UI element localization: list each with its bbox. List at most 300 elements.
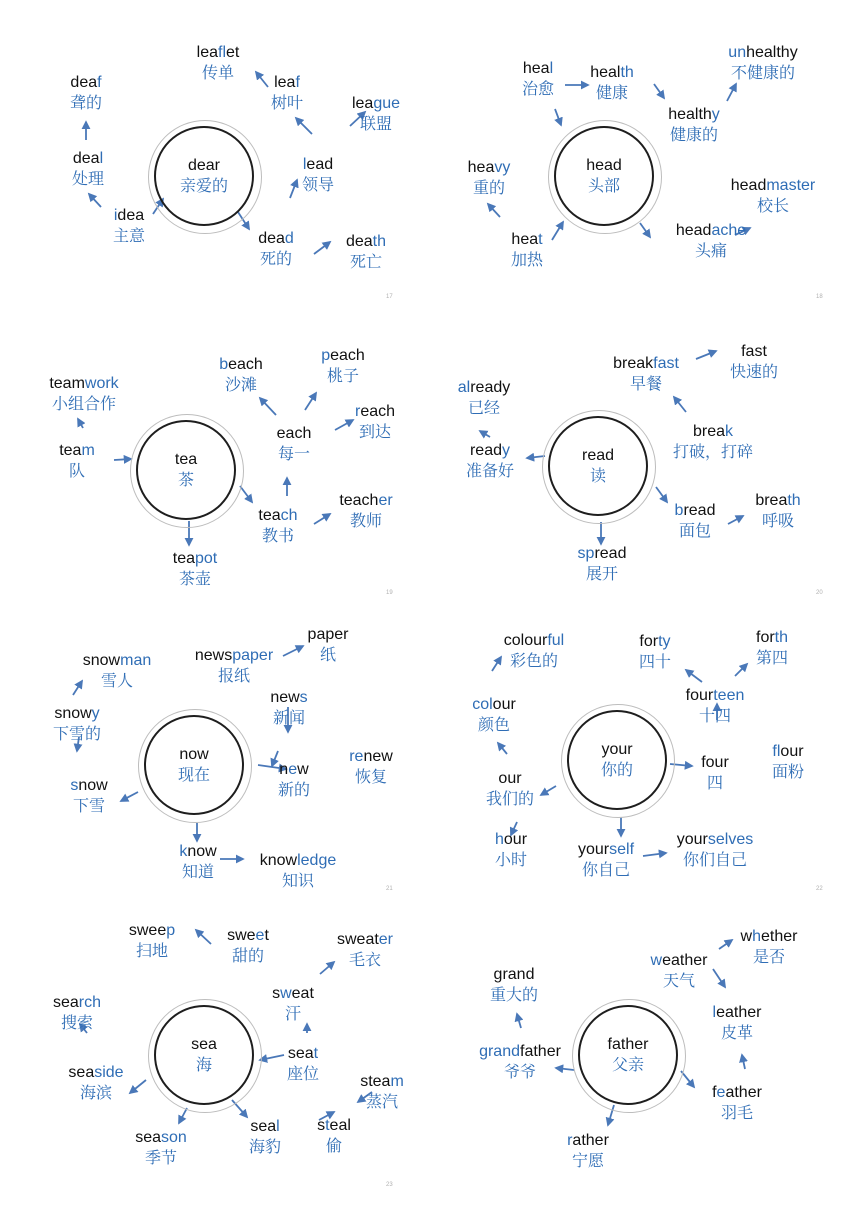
word-prefix: snow [82,652,121,669]
word-node [270,687,307,729]
word-highlight: s [70,777,79,794]
word-highlight: pot [195,550,218,567]
word-suffix: ready [470,379,511,396]
word-highlight: ch [280,507,298,524]
center-word-chinese: 读 [589,468,606,485]
center-word [542,445,654,487]
center-word-english: tea [174,451,198,468]
word-suffix: each [228,356,263,373]
word-prefix: hea [522,60,550,77]
word-prefix: brea [755,492,788,509]
word-prefix: news [194,647,233,664]
word-chinese: 海滨 [79,1085,112,1102]
center-word-english: father [607,1036,649,1053]
word-highlight: th [372,233,387,250]
word-highlight: r [567,1132,573,1149]
word-node [308,624,349,666]
word-chinese: 搜索 [60,1015,93,1032]
word-english [522,58,554,79]
word-node [135,1127,187,1169]
arrow [130,1080,146,1093]
word-suffix: each [360,403,396,420]
word-chinese: 偷 [325,1138,342,1155]
word-prefix: lea [351,95,374,112]
word-highlight: vy [494,159,511,176]
word-chinese: 领导 [301,177,335,194]
word-highlight: fl [772,743,781,760]
word-node [668,104,720,146]
word-english [70,775,107,796]
word-node [675,500,716,542]
word-prefix: team [49,375,85,392]
arrow [696,351,716,359]
word-suffix: each [330,347,365,364]
word-prefix: tea [59,442,82,459]
center-word [138,744,250,786]
center-word-chinese: 海 [195,1057,212,1074]
word-highlight: f [97,74,102,91]
word-prefix: grand [493,966,535,983]
word-prefix: know [259,852,298,869]
word-prefix: dea [345,233,373,250]
word-chinese: 是否 [752,949,785,966]
arrow [283,646,303,656]
word-english [53,703,101,724]
word-prefix: heal [590,64,621,81]
word-chinese: 四 [706,775,724,792]
word-prefix: hea [467,159,495,176]
word-node [271,72,303,114]
word-chinese: 校长 [756,198,789,215]
word-chinese: 第四 [755,650,789,667]
word-node [72,148,104,190]
word-suffix: now [78,777,108,794]
word-suffix: eal [329,1117,351,1134]
word-chinese: 新的 [277,782,311,799]
word-chinese: 彩色的 [509,653,559,670]
word-prefix: w [740,928,753,945]
word-english [677,829,753,850]
word-web-panel-7 [0,888,430,1188]
word-highlight: re [349,748,364,765]
word-english [49,373,118,394]
word-english [479,1041,561,1062]
word-node [458,377,510,419]
word-chinese: 你自己 [581,862,630,879]
word-node [339,490,392,532]
word-highlight: l [302,156,307,173]
arrow [179,1108,187,1123]
arrow [552,222,563,240]
word-english [466,440,514,461]
word-english [258,505,297,526]
center-word-chinese: 你的 [600,762,633,779]
center-word-english: head [586,157,622,174]
word-suffix: ather [572,1132,609,1149]
word-prefix: stea [360,1073,391,1090]
word-highlight: al [457,379,471,396]
word-highlight: gue [373,95,401,112]
word-node [70,72,102,114]
word-prefix: sea [68,1064,95,1081]
word-chinese: 颜色 [477,717,511,734]
word-chinese: 面包 [678,523,711,540]
arrow [480,431,490,437]
word-chinese: 每一 [277,446,311,463]
word-prefix: sweat [336,931,379,948]
word-highlight: w [650,952,663,969]
arrow [260,398,276,415]
word-english [278,759,310,780]
word-node [590,62,634,104]
word-chinese: 十四 [698,708,731,725]
word-prefix: fast [741,343,767,360]
word-prefix: for [639,633,659,650]
word-chinese: 报纸 [217,668,250,685]
word-highlight: r [354,403,361,420]
word-chinese: 打破，打碎 [672,444,754,461]
page-number: 17 [386,294,393,300]
word-highlight: teen [713,687,745,704]
word-chinese: 健康 [595,85,628,102]
arrow [196,930,211,944]
word-english [755,490,800,511]
arrow [640,223,650,237]
word-node [287,1043,319,1085]
word-chinese: 头痛 [694,243,728,260]
word-chinese: 知道 [181,864,215,881]
word-english [349,746,393,767]
word-english [53,992,101,1013]
word-english [337,929,393,950]
word-highlight: l [549,60,554,77]
word-highlight: master [766,177,816,194]
word-english [578,543,627,564]
word-node [272,983,314,1025]
word-english [135,1127,187,1148]
word-node [578,543,627,585]
word-chinese: 桃子 [326,368,360,385]
arrow [78,419,83,428]
word-chinese: 皮革 [720,1025,753,1042]
word-highlight: son [161,1129,187,1146]
word-chinese: 座位 [286,1066,320,1083]
word-node [70,775,107,817]
arrow [335,420,353,430]
word-english [639,631,671,652]
arrow [305,393,316,410]
word-node [249,1116,281,1158]
arrow [656,487,667,502]
arrow [314,242,330,254]
word-english [578,839,634,860]
page-number: 23 [386,1182,393,1188]
word-highlight: ty [658,633,671,650]
word-node [53,992,101,1034]
word-chinese: 爷爷 [503,1064,536,1081]
word-suffix: our [780,743,804,760]
arrow [121,792,138,801]
arrow [719,940,732,949]
word-highlight: d [284,230,294,247]
word-english [129,920,175,941]
word-chinese: 呼吸 [761,513,794,530]
center-word-english: your [601,741,633,758]
word-english [613,353,679,374]
word-node [613,353,679,395]
word-prefix: tea [172,550,195,567]
word-chinese: 健康的 [669,127,718,144]
word-prefix: your [676,831,708,848]
word-node [504,630,564,672]
arrow [713,969,725,987]
word-chinese: 季节 [144,1150,177,1167]
word-english [676,220,746,241]
word-english [472,694,516,715]
word-node [728,42,797,84]
word-node [337,929,393,971]
word-node [466,440,514,482]
word-english [113,205,145,226]
word-prefix: lea [274,74,296,91]
word-node [712,1082,762,1124]
word-english [360,1071,404,1092]
word-chinese: 扫地 [135,943,169,960]
word-node [258,505,297,547]
word-chinese: 我们的 [485,791,535,808]
word-chinese: 毛衣 [348,952,381,969]
word-english [668,104,720,125]
word-english [197,42,240,63]
word-node [173,548,218,590]
word-node [260,850,337,892]
word-chinese: 死亡 [349,254,383,271]
word-highlight: i [113,207,118,224]
word-prefix: colour [503,632,548,649]
center-word [130,449,242,491]
arrow [728,516,743,524]
word-prefix: our [498,770,522,787]
word-node [490,964,538,1006]
word-highlight: fl [218,44,227,61]
word-node [278,759,310,801]
word-node [755,490,800,532]
word-node [567,1130,609,1172]
word-prefix: dea [258,230,285,247]
word-prefix: four [701,754,729,771]
word-chinese: 重的 [472,180,506,197]
word-node [511,229,543,271]
word-english [355,401,395,422]
word-english [83,650,151,671]
word-prefix: sea [287,1045,314,1062]
word-suffix: ether [761,928,798,945]
word-suffix: w [297,761,309,778]
word-prefix: sea [135,1129,161,1146]
word-highlight: l [712,1004,717,1021]
word-node [639,631,671,673]
word-prefix: f [712,1084,717,1101]
word-prefix: head [675,222,712,239]
word-english [321,345,365,366]
word-prefix: swee [128,922,167,939]
arrow [654,84,664,98]
arrow [686,670,702,682]
word-highlight: e [288,761,298,778]
word-prefix: brea [692,423,726,440]
arrow [492,657,501,671]
word-node [53,703,101,745]
word-node [495,829,527,871]
word-prefix: your [577,841,610,858]
word-highlight: un [728,44,747,61]
word-chinese: 甜的 [231,948,264,965]
word-english [468,157,511,178]
word-highlight: t [325,1117,330,1134]
word-chinese: 面粉 [771,764,805,781]
word-highlight: side [94,1064,124,1081]
word-node [756,627,788,669]
center-word-chinese: 现在 [177,767,210,784]
word-english [70,72,102,93]
word-english [227,925,269,946]
word-highlight: y [502,442,511,459]
word-highlight: m [390,1073,404,1090]
word-chinese: 小时 [494,852,527,869]
word-prefix: snow [54,705,92,722]
word-node [68,1062,123,1104]
word-english [511,229,543,250]
word-node [479,1041,561,1083]
arrow [727,84,736,101]
center-word-english: sea [191,1036,217,1053]
arrow [742,1055,745,1069]
word-english [272,983,314,1004]
word-english [59,440,95,461]
word-node [197,42,240,84]
center-word [148,1034,260,1076]
word-english [271,72,303,93]
arrow [314,514,330,524]
word-highlight: h [752,928,761,945]
word-english [308,624,349,645]
word-node [219,354,263,396]
word-english [651,950,708,971]
word-english [339,490,392,511]
word-prefix: n [279,761,289,778]
page-number: 20 [816,590,823,596]
word-node [113,205,145,247]
word-node [195,645,273,687]
center-word-chinese: 亲爱的 [179,178,228,195]
word-web-panel-5 [0,592,430,892]
word-node [677,829,753,871]
word-prefix: s [272,985,281,1002]
word-prefix: s [317,1117,326,1134]
word-highlight: h [494,831,504,848]
arrow [256,72,268,87]
word-prefix: dea [72,150,100,167]
arrow [320,962,334,974]
word-node [472,694,516,736]
word-suffix: dea [117,207,145,224]
word-node [686,685,745,727]
word-chinese: 下雪的 [52,726,102,743]
arrow [541,786,556,795]
word-web-panel-6 [430,592,860,892]
arrow [114,459,131,460]
word-suffix: father [520,1043,561,1060]
word-chinese: 恢复 [354,769,387,786]
word-node [731,175,816,217]
word-chinese: 四十 [638,654,672,671]
word-chinese: 到达 [358,424,391,441]
word-highlight: f [295,74,300,91]
word-highlight: rch [78,994,102,1011]
word-highlight: self [609,841,635,858]
word-english [756,627,788,648]
word-highlight: ful [547,632,565,649]
word-node [59,440,95,482]
word-english [701,752,729,773]
word-node [651,950,708,992]
word-suffix: eather [716,1004,762,1021]
arrow [674,397,686,412]
word-node [179,841,216,883]
word-node [129,920,175,962]
word-highlight: k [179,843,188,860]
word-suffix: t [264,927,269,944]
word-highlight: col [472,696,493,713]
word-chinese: 不健康的 [730,65,796,82]
word-prefix: new [270,689,300,706]
word-chinese: 教书 [261,528,294,545]
arrow [735,664,747,676]
word-english [741,926,798,947]
word-highlight: e [255,927,265,944]
word-chinese: 雪人 [100,673,134,690]
word-highlight: p [166,922,176,939]
word-highlight: ledge [297,852,337,869]
word-node [701,752,729,794]
word-suffix: now [187,843,217,860]
word-english [179,841,216,862]
word-highlight: p [321,347,331,364]
word-web-panel-2 [430,0,860,300]
word-node [730,341,778,383]
word-prefix: sea [52,994,79,1011]
word-english [249,1116,281,1137]
word-chinese: 死的 [259,251,293,268]
word-suffix: et [226,44,240,61]
arrow [73,681,82,695]
word-english [260,850,337,871]
word-english [458,377,510,398]
word-chinese: 茶壶 [178,571,211,588]
word-node [486,768,534,810]
word-chinese: 知识 [281,873,315,890]
center-word [548,155,660,197]
word-prefix: for [755,629,775,646]
word-suffix: our [503,831,528,848]
word-english [68,1062,123,1083]
page-number: 22 [816,886,823,892]
word-highlight: s [299,689,308,706]
word-prefix: teach [339,492,379,509]
word-node [360,1071,404,1113]
word-highlight: l [276,1118,280,1135]
word-highlight: e [716,1084,726,1101]
